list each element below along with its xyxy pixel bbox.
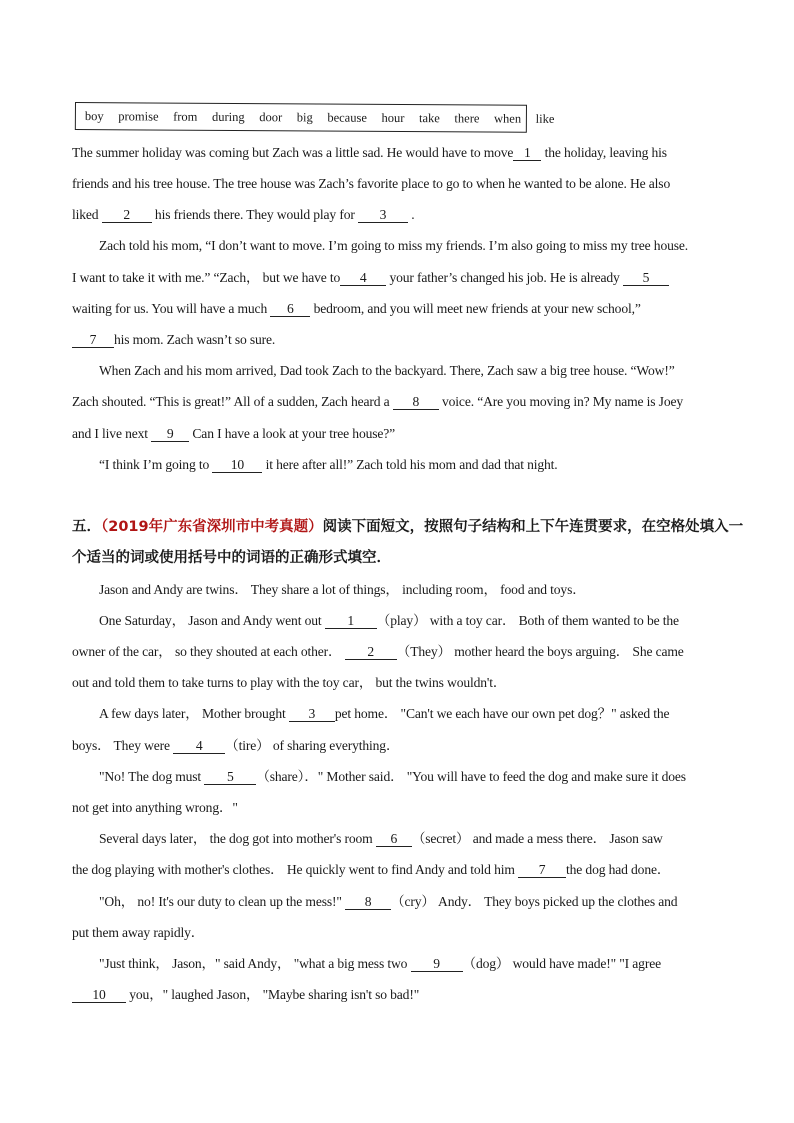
passage1-line: 7 his mom. Zach wasn’t so sure. [72,332,275,348]
passage2-line: boys． They were 4 （tire） of sharing everything． [72,738,400,753]
passage2-line: not get into anything wrong．" [72,800,238,815]
word-bank-item: because [327,110,367,125]
passage1-line: Zach shouted. “This is great!” All of a sudden, Zach heard a 8 voice. “Are you moving in? My name is Joey [72,394,683,409]
answer-blank[interactable]: 2 [102,208,152,223]
answer-blank[interactable]: 6 [376,832,412,847]
answer-blank[interactable]: 9 [411,957,463,972]
passage1-line: When Zach and his mom arrived, Dad took Zach to the backyard. There, Zach saw a big tree house. “Wow!” [99,363,675,378]
passage2-line: A few days later， Mother brought 3 pet home． "Can't we each have our own pet dog？" asked the [99,706,670,721]
answer-blank[interactable]: 4 [173,739,225,754]
word-bank-item: when [493,111,522,126]
word-bank-item: door [259,109,283,124]
passage1-line: “I think I’m going to 10 it here after all!” Zach told his mom and dad that night. [99,457,558,472]
passage2-line: "Oh， no! It's our duty to clean up the mess!" 8 （cry） Andy． They boys picked up the clothes and [99,894,678,909]
passage1-line: Zach told his mom, “I don’t want to move. I’m going to miss my friends. I’m also going to miss my tree house. [99,238,689,253]
answer-blank[interactable]: 9 [151,427,189,442]
answer-blank[interactable]: 4 [340,271,386,286]
passage2-line: One Saturday， Jason and Andy went out 1 （play） with a toy car． Both of them wanted to be the [99,613,679,628]
word-bank-item: from [173,109,198,124]
answer-blank[interactable]: 5 [204,770,256,785]
passage2-line: the dog playing with mother's clothes． He quickly went to find Andy and told him 7 the dog had done． [72,862,671,877]
passage2-line: put them away rapidly． [72,925,205,940]
word-bank-item: there [454,110,480,125]
answer-blank[interactable]: 7 [518,863,566,878]
instruction-text: 个适当的词或使用括号中的词语的正确形式填空． [72,550,391,566]
word-bank-item: big [296,109,313,124]
question-source: （2019年广东省深圳市中考真题） [101,519,323,535]
answer-blank[interactable]: 1 [325,614,377,629]
passage1-line: I want to take it with me.” “Zach， but we have to 4 your father’s changed his job. He is already 5 [72,270,669,286]
answer-blank[interactable]: 8 [345,895,391,910]
passage2-line: "Just think， Jason，" said Andy， "what a big mess two 9 （dog） would have made!" "I agree [99,956,661,971]
passage2-line: 10 you，" laughed Jason， "Maybe sharing isn't so bad!" [72,987,419,1003]
answer-blank[interactable]: 3 [358,208,408,223]
word-bank-item: like [535,111,555,126]
passage2-line: Jason and Andy are twins． They share a lot of things， including room， food and toys． [99,582,586,597]
passage1-line: and I live next 9 Can I have a look at your tree house?” [72,426,396,441]
passage2-line: Several days later， the dog got into mother's room 6 （secret） and made a mess there． Jason saw [99,831,663,846]
section-heading-cont [72,549,391,567]
word-bank-box [75,102,555,133]
passage1-line: waiting for us. You will have a much 6 bedroom, and you will meet new friends at your new school,” [72,301,641,316]
passage2-line: out and told them to take turns to play with the toy car， but the twins wouldn't． [72,675,507,690]
answer-blank[interactable]: 10 [212,458,262,473]
word-bank-item: promise [118,108,159,124]
section-number: 五． [72,519,101,535]
answer-blank[interactable]: 6 [270,302,310,317]
answer-blank[interactable]: 10 [72,988,126,1003]
answer-blank[interactable]: 7 [72,333,114,348]
passage2-line: "No! The dog must 5 （share）．" Mother said． "You will have to feed the dog and make sure it does [99,769,686,784]
word-bank-item: take [418,110,440,125]
section-heading [72,518,743,536]
answer-blank[interactable]: 8 [393,395,439,410]
answer-blank[interactable]: 1 [513,146,541,161]
instruction-text: 阅读下面短文，按照句子结构和上下午连贯要求，在空格处填入一 [322,519,744,535]
answer-blank[interactable]: 3 [289,707,335,722]
word-bank-item: during [211,109,245,124]
word-bank-item: hour [381,110,405,125]
passage1-line: The summer holiday was coming but Zach was a little sad. He would have to move 1 the holiday, leaving his [72,145,667,160]
answer-blank[interactable]: 2 [345,645,397,660]
passage2-line: owner of the car， so they shouted at each other． 2 （They） mother heard the boys arguing． She came [72,644,684,659]
passage1-line: liked 2 his friends there. They would play for 3 . [72,207,415,222]
word-bank-item: boy [84,108,104,123]
answer-blank[interactable]: 5 [623,271,669,286]
passage1-line: friends and his tree house. The tree house was Zach’s favorite place to go to when he wanted to be alone. He also [72,176,671,191]
